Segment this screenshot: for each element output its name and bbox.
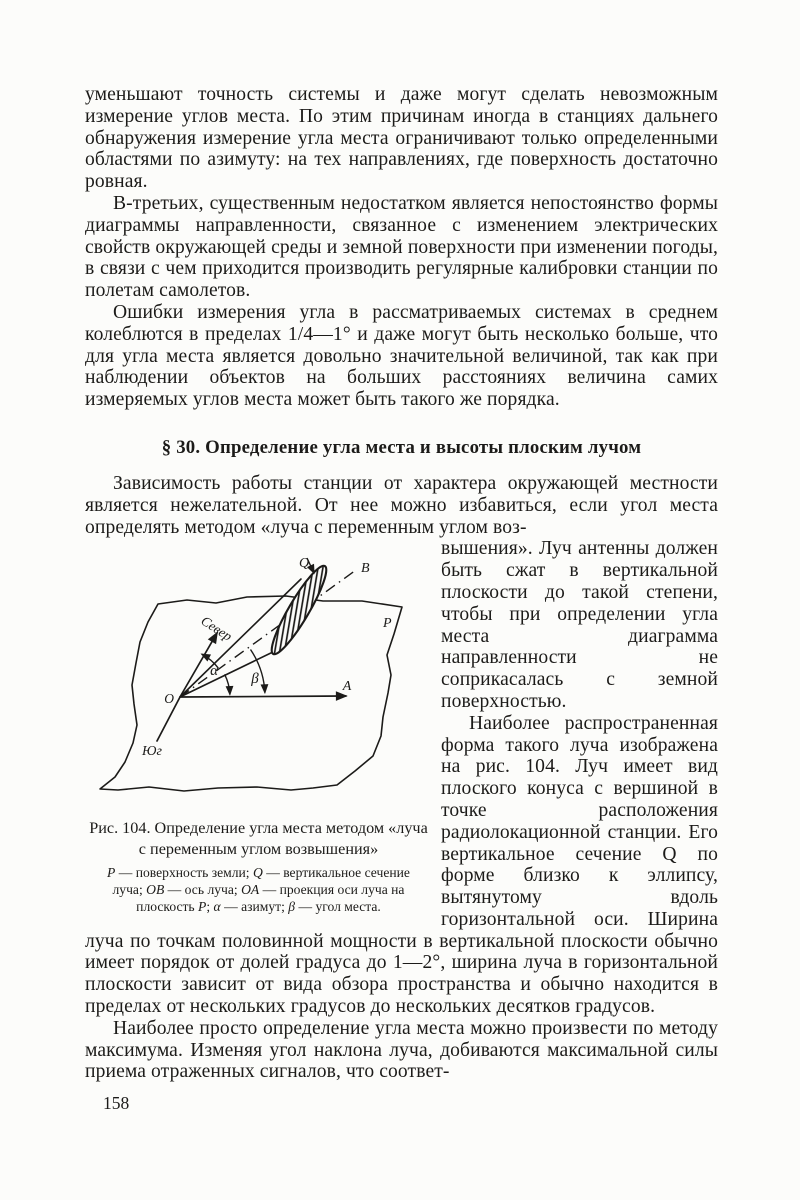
- figure-label-b: В: [361, 561, 370, 577]
- figure-label-south: Юг: [142, 744, 162, 760]
- figure-label-p: P: [383, 616, 392, 632]
- paragraph-3: Ошибки измерения угла в рассматриваемых системах в среднем колеблются в пределах 1/4—1° и даже могут быть несколько больше, что для угла места является довольно значительной величиной, так как при наблюдении объектов на больших расстояниях величина самих измеряемых углов места может быть такого же порядка.: [85, 301, 718, 411]
- oa-axis-arrow: [180, 696, 346, 697]
- figure-legend: [95, 864, 422, 915]
- legend-segment: OB: [146, 882, 165, 898]
- figure-label-north: Север: [198, 613, 235, 645]
- figure-label-o: O: [164, 691, 174, 707]
- legend-segment: — проекция оси луча на плоскость: [136, 882, 405, 915]
- legend-segment: P: [107, 865, 116, 881]
- paragraph-4a: Зависимость работы станции от характера окружающей местности является нежелательной. От нее можно избавиться, если угол места определять методом «луча с переменным углом воз-: [85, 472, 718, 538]
- legend-segment: — азимут;: [220, 899, 289, 915]
- paragraph-6: Наиболее просто определение угла места можно произвести по методу максимума. Изменяя угол наклона луча, добиваются максимальной силы приема отраженных сигналов, что соответ-: [85, 1017, 718, 1083]
- body-text: [85, 84, 718, 1083]
- paragraph-1: уменьшают точность системы и даже могут сделать невозможным измерение углов места. По этим причинам иногда в станциях дальнего обнаружения измерение угла места ограничивают только определенными областями по азимуту: на тех направлениях, где поверхность достаточно ровная.: [85, 84, 718, 193]
- paragraph-4b: вышения». Луч антенны должен быть сжат в вертикальной плоскости до такой степени, чтобы при определении угла места диаграмма направленности не соприкасалась с земной поверхностью.: [441, 538, 718, 712]
- beta-angle-arc-inner: [225, 675, 230, 695]
- legend-segment: OA: [241, 882, 260, 898]
- section-heading: § 30. Определение угла места и высоты плоским лучом: [161, 436, 642, 458]
- legend-segment: — ось луча;: [164, 882, 242, 898]
- legend-segment: P: [198, 899, 207, 915]
- legend-segment: β: [288, 899, 296, 915]
- paragraph-5: Наиболее распространенная форма такого луча изображена на рис. 104. Луч имеет вид плоского конуса с вершиной в точке расположения радиолокационной станции. Его вертикальное сечение Q по форме близко к эллипсу, вытянутому вдоль горизонтальной оси. Ширина луча по точкам половинной мощности в вертикальной плоскости обычно имеет порядок от долей градуса до 1—2°, ширина луча в горизонтальной плоскости зависит от вида обзора пространства и обычно находится в пределах от нескольких градусов до нескольких десятков градусов.: [85, 712, 718, 1018]
- page-number: 158: [103, 1093, 130, 1114]
- figure-label-a: A: [342, 679, 352, 695]
- legend-segment: — угол места.: [295, 899, 381, 915]
- paragraph-2: В-третьих, существенным недостатком является непостоянство формы диаграммы направленности, связанное с изменением электрических свойств окружающей среды и земной поверхности при изменении погоды, в связи с чем приходится производить регулярные калибровки станции по полетам самолетов.: [85, 192, 718, 302]
- legend-segment: α: [213, 899, 221, 915]
- legend-segment: — вертикальное сечение луча;: [112, 865, 410, 898]
- figure-label-beta: β: [251, 671, 259, 688]
- legend-segment: ;: [206, 899, 214, 915]
- figure-104: [85, 544, 432, 915]
- figure-caption: Рис. 104. Определение угла места методом «луча с переменным углом возвышения»: [89, 819, 428, 858]
- beam-cross-section-ellipse: [264, 561, 333, 659]
- legend-segment: — поверхность земли;: [115, 865, 253, 881]
- figure-label-q: Q: [298, 556, 310, 572]
- figure-label-alpha: α: [210, 663, 218, 680]
- plane-outline: [100, 596, 402, 791]
- ob-axis-line: [180, 570, 356, 697]
- legend-segment: Q: [252, 865, 263, 881]
- figure-diagram: [85, 544, 432, 816]
